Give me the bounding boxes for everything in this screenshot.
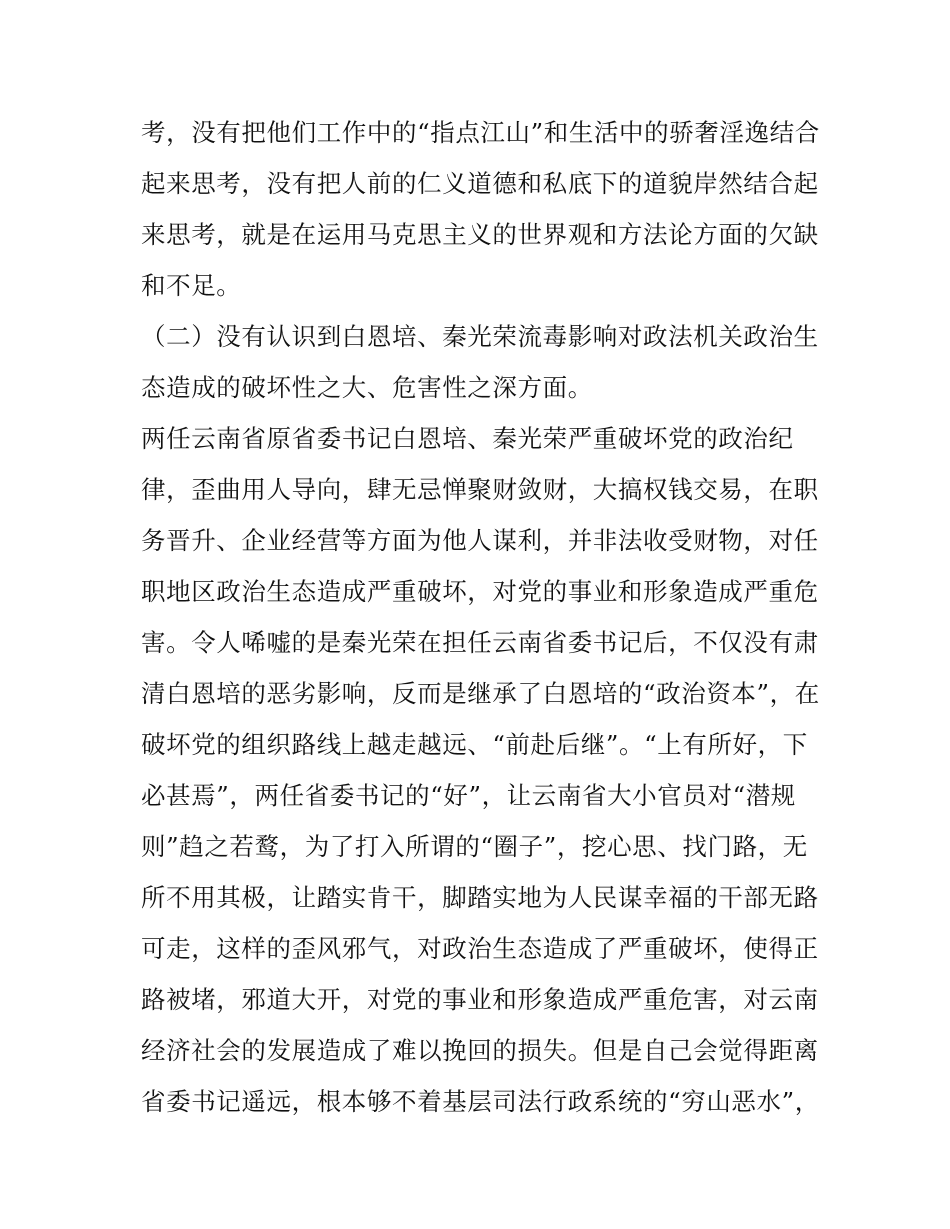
text-line: 考，没有把他们工作中的“指点江山”和生活中的骄奢淫逸结合 xyxy=(141,118,820,147)
text-line: 可走，这样的歪风邪气，对政治生态造成了严重破坏，使得正 xyxy=(141,934,819,963)
text-line: 来思考，就是在运用马克思主义的世界观和方法论方面的欠缺 xyxy=(141,220,819,249)
text-line: 两任云南省原省委书记白恩培、秦光荣严重破坏党的政治纪 xyxy=(141,424,794,453)
section-heading-line: （二）没有认识到白恩培、秦光荣流毒影响对政法机关政治生 xyxy=(141,322,819,351)
text-line: 破坏党的组织路线上越走越远、“前赴后继”。“上有所好，下 xyxy=(141,730,808,759)
text-line: 律，歪曲用人导向，肆无忌惮聚财敛财，大搞权钱交易，在职 xyxy=(141,475,819,504)
text-line: 害。令人唏嘘的是秦光荣在担任云南省委书记后，不仅没有肃 xyxy=(141,628,819,657)
section-heading-line: 态造成的破坏性之大、危害性之深方面。 xyxy=(141,373,593,402)
text-line: 经济社会的发展造成了难以挽回的损失。但是自己会觉得距离 xyxy=(141,1036,819,1065)
body-text xyxy=(141,107,821,1127)
text-line: 必甚焉”，两任省委书记的“好”，让云南省大小官员对“潜规 xyxy=(141,781,796,810)
text-line: 所不用其极，让踏实肯干，脚踏实地为人民谋幸福的干部无路 xyxy=(141,883,819,912)
text-line: 清白恩培的恶劣影响，反而是继承了白恩培的“政治资本”，在 xyxy=(141,679,820,708)
text-line: 则”趋之若鹜，为了打入所谓的“圈子”，挖心思、找门路，无 xyxy=(141,832,808,861)
text-line: 和不足。 xyxy=(141,271,242,300)
text-line: 省委书记遥远，根本够不着基层司法行政系统的“穷山恶水”， xyxy=(141,1087,820,1116)
text-line: 职地区政治生态造成严重破坏，对党的事业和形象造成严重危 xyxy=(141,577,819,606)
text-line: 务晋升、企业经营等方面为他人谋利，并非法收受财物，对任 xyxy=(141,526,819,555)
text-line: 起来思考，没有把人前的仁义道德和私底下的道貌岸然结合起 xyxy=(141,169,819,198)
text-line: 路被堵，邪道大开，对党的事业和形象造成严重危害，对云南 xyxy=(141,985,819,1014)
